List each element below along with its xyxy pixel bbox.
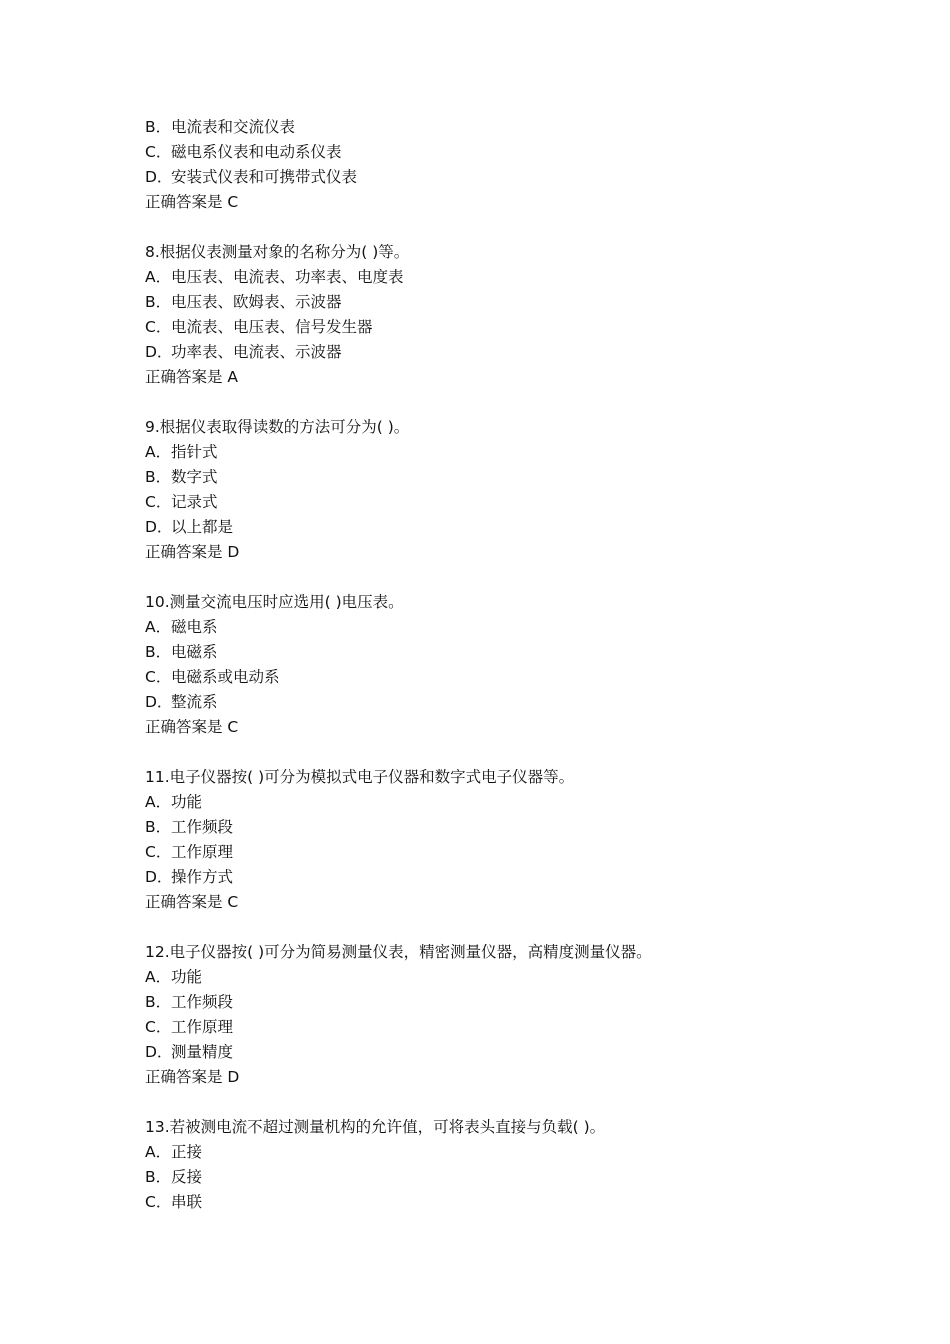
option-text: 磁电系 <box>171 618 218 636</box>
option-text: 操作方式 <box>171 868 234 886</box>
option-letter: A． <box>145 1143 172 1161</box>
option-letter: A． <box>145 443 172 461</box>
option-letter: D． <box>145 868 173 886</box>
option-letter: C． <box>145 1193 172 1211</box>
option-text: 整流系 <box>171 693 218 711</box>
answer-line: 正确答案是 C <box>145 718 239 736</box>
option-d <box>145 690 845 715</box>
option-a <box>145 265 845 290</box>
option-b <box>145 640 845 665</box>
option-letter: B． <box>145 818 172 836</box>
option-letter: D． <box>145 693 173 711</box>
option-letter: B． <box>145 118 172 136</box>
option-c <box>145 665 845 690</box>
option-letter: C． <box>145 318 172 336</box>
option-text: 工作原理 <box>171 843 234 861</box>
question-stem: 9.根据仪表取得读数的方法可分为( )。 <box>145 418 410 436</box>
option-a <box>145 1140 845 1165</box>
option-text: 工作频段 <box>171 993 234 1011</box>
option-text: 反接 <box>171 1168 203 1186</box>
option-text: 功能 <box>171 968 203 986</box>
option-text: 电压表、电流表、功率表、电度表 <box>171 268 404 286</box>
answer-line: 正确答案是 C <box>145 893 239 911</box>
option-c <box>145 140 845 165</box>
question-stem: 11.电子仪器按( )可分为模拟式电子仪器和数字式电子仪器等。 <box>145 768 575 786</box>
option-text: 电流表和交流仪表 <box>171 118 296 136</box>
option-c <box>145 840 845 865</box>
option-text: 串联 <box>171 1193 203 1211</box>
answer-line: 正确答案是 D <box>145 543 240 561</box>
option-a <box>145 965 845 990</box>
option-letter: B． <box>145 643 172 661</box>
option-text: 功率表、电流表、示波器 <box>171 343 342 361</box>
option-letter: A． <box>145 618 172 636</box>
option-d <box>145 165 845 190</box>
option-text: 磁电系仪表和电动系仪表 <box>171 143 342 161</box>
option-letter: B． <box>145 1168 172 1186</box>
option-d <box>145 340 845 365</box>
option-d <box>145 865 845 890</box>
question-stem: 13.若被测电流不超过测量机构的允许值，可将表头直接与负载( )。 <box>145 1118 606 1136</box>
option-letter: D． <box>145 1043 173 1061</box>
option-letter: D． <box>145 518 173 536</box>
option-letter: B． <box>145 993 172 1011</box>
option-letter: C． <box>145 1018 172 1036</box>
option-text: 工作原理 <box>171 1018 234 1036</box>
option-text: 记录式 <box>171 493 218 511</box>
option-b <box>145 1165 845 1190</box>
option-letter: C． <box>145 668 172 686</box>
question-block-11 <box>145 765 845 915</box>
option-a <box>145 790 845 815</box>
answer-line: 正确答案是 C <box>145 193 239 211</box>
question-stem: 12.电子仪器按( )可分为简易测量仪表，精密测量仪器，高精度测量仪器。 <box>145 943 652 961</box>
option-text: 电磁系或电动系 <box>171 668 280 686</box>
option-text: 数字式 <box>171 468 218 486</box>
option-c <box>145 490 845 515</box>
question-block-8 <box>145 240 845 390</box>
question-block-13 <box>145 1115 845 1215</box>
question-stem: 10.测量交流电压时应选用( )电压表。 <box>145 593 404 611</box>
question-block-10 <box>145 590 845 740</box>
option-letter: A． <box>145 268 172 286</box>
option-b <box>145 465 845 490</box>
option-letter: A． <box>145 793 172 811</box>
option-text: 指针式 <box>171 443 218 461</box>
answer-line: 正确答案是 A <box>145 368 239 386</box>
option-b <box>145 815 845 840</box>
option-d <box>145 515 845 540</box>
option-letter: A． <box>145 968 172 986</box>
option-c <box>145 315 845 340</box>
option-text: 电磁系 <box>171 643 218 661</box>
option-text: 功能 <box>171 793 203 811</box>
option-text: 电压表、欧姆表、示波器 <box>171 293 342 311</box>
question-block-12 <box>145 940 845 1090</box>
option-c <box>145 1190 845 1215</box>
option-letter: B． <box>145 293 172 311</box>
option-b <box>145 115 845 140</box>
option-text: 工作频段 <box>171 818 234 836</box>
option-b <box>145 990 845 1015</box>
option-b <box>145 290 845 315</box>
question-list <box>145 115 845 1215</box>
option-text: 测量精度 <box>171 1043 234 1061</box>
option-text: 安装式仪表和可携带式仪表 <box>171 168 358 186</box>
option-letter: C． <box>145 493 172 511</box>
option-letter: C． <box>145 143 172 161</box>
option-letter: C． <box>145 843 172 861</box>
answer-line: 正确答案是 D <box>145 1068 240 1086</box>
question-stem: 8.根据仪表测量对象的名称分为( )等。 <box>145 243 410 261</box>
option-a <box>145 440 845 465</box>
option-letter: D． <box>145 343 173 361</box>
option-text: 正接 <box>171 1143 203 1161</box>
option-text: 以上都是 <box>171 518 234 536</box>
question-block-9 <box>145 415 845 565</box>
option-text: 电流表、电压表、信号发生器 <box>171 318 373 336</box>
option-d <box>145 1040 845 1065</box>
question-block-7 <box>145 115 845 215</box>
option-letter: B． <box>145 468 172 486</box>
option-c <box>145 1015 845 1040</box>
option-a <box>145 615 845 640</box>
option-letter: D． <box>145 168 173 186</box>
